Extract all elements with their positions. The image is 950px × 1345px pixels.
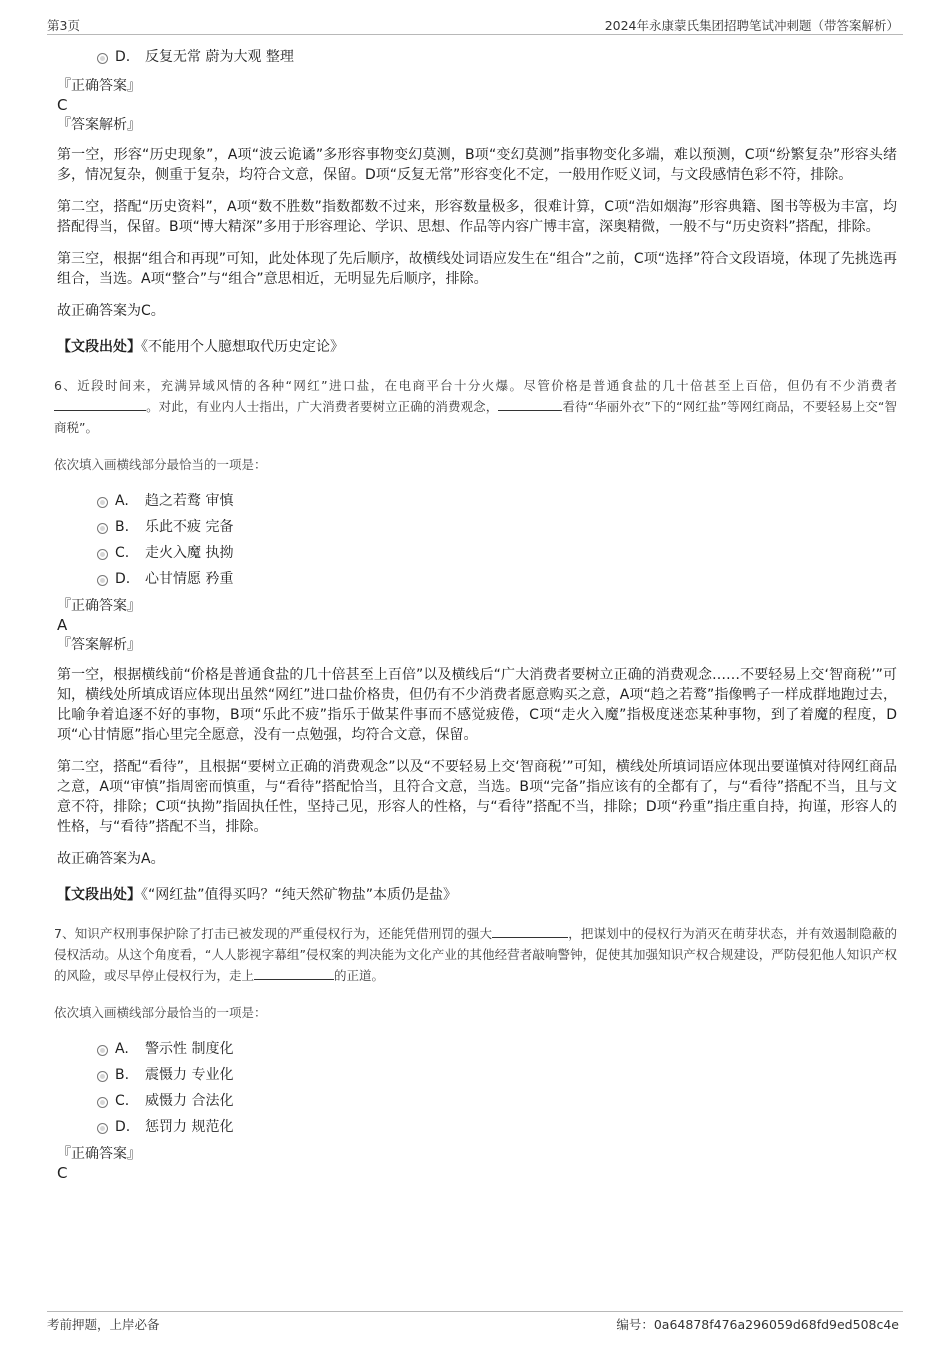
q7-option-a[interactable]: A. 警示性 制度化 [97,1036,897,1062]
q7-option-b[interactable]: B. 震慑力 专业化 [97,1062,897,1088]
source-citation: 【文段出处】《不能用个人臆想取代历史定论》 [57,339,344,355]
question-prompt: 依次填入画横线部分最恰当的一项是： [54,1005,267,1020]
source-citation: 【文段出处】《“网红盐”值得买吗？“纯天然矿物盐”本质仍是盐》 [57,887,458,903]
answer-label: 『正确答案』 [57,1146,141,1162]
page-footer [47,1311,903,1334]
answer-label: 『正确答案』 [57,598,141,614]
analysis-label: 『答案解析』 [57,637,141,653]
document-id: 编号：0a64878f476a296059d68fd9ed508c4e [616,1317,899,1332]
q7-option-c[interactable]: C. 威慑力 合法化 [97,1088,897,1114]
q6-option-c[interactable]: C. 走火入魔 执拗 [97,540,897,566]
radio-icon[interactable] [97,1045,108,1056]
blank-line [498,396,562,411]
analysis-paragraph: 第三空，根据“组合和再现”可知，此处体现了先后顺序，故横线处词语应发生在“组合”之前，C项“选择”符合文段语境，体现了先挑选再组合，当选。A项“整合”与“组合”意思相近，无明显先后顺序，排除。 [57,251,897,287]
page-header [47,14,903,35]
q7-option-d[interactable]: D. 惩罚力 规范化 [97,1114,897,1140]
correct-answer: A [57,616,68,634]
answer-label: 『正确答案』 [57,78,141,94]
question-prompt: 依次填入画横线部分最恰当的一项是： [54,457,267,472]
correct-answer: C [57,96,68,114]
radio-icon[interactable] [97,1123,108,1134]
radio-icon[interactable] [97,1097,108,1108]
q5-option-d[interactable]: D. 反复无常 蔚为大观 整理 [97,44,897,70]
analysis-paragraph: 第一空，根据横线前“价格是普通食盐的几十倍甚至上百倍”以及横线后“广大消费者要树立正确的消费观念……不要轻易上交‘智商税’”可知，横线处所填成语应体现出虽然“网红”进口盐价格贵，但仍有不少消费者愿意购买之意，A项“趋之若鹜”指像鸭子一样成群地跑过去，比喻争着追逐不好的事物，B项“乐此不疲”指乐于做某件事而不感觉疲倦，C项“走火入魔”指极度迷恋某种事物，到了着魔的程度，D项“心甘情愿”指心里完全愿意，没有一点勉强，均符合文意，保留。 [57,667,897,743]
analysis-paragraph: 第二空，搭配“历史资料”，A项“数不胜数”指数都数不过来，形容数量极多，很难计算，C项“浩如烟海”形容典籍、图书等极为丰富，均搭配得当，保留。B项“博大精深”多用于形容理论、学识、思想、作品等内容广博丰富，深奥精微，一般不与“历史资料”搭配，排除。 [57,199,897,235]
correct-answer: C [57,1164,68,1182]
blank-line [54,396,146,411]
q6-option-a[interactable]: A. 趋之若鹜 审慎 [97,488,897,514]
analysis-label: 『答案解析』 [57,117,141,133]
radio-icon[interactable] [97,53,108,64]
radio-icon[interactable] [97,549,108,560]
analysis-paragraph: 第二空，搭配“看待”，且根据“要树立正确的消费观念”以及“不要轻易上交‘智商税’”可知，横线处所填词语应体现出要谨慎对待网红商品之意，A项“审慎”指周密而慎重，与“看待”搭配恰当，且符合文意，当选。B项“完备”指应该有的全都有了，与“看待”搭配不当，且与文意不符，排除；C项“执拗”指固执任性，坚持己见，形容人的性格，与“看待”搭配不当，排除；D项“矜重”指庄重自持，拘谨，形容人的性格，与“看待”搭配不当，排除。 [57,759,897,835]
question-stem: 6、近段时间来，充满异域风情的各种“网红”进口盐，在电商平台十分火爆。尽管价格是普通食盐的几十倍甚至上百倍，但仍有不少消费者。对此，有业内人士指出，广大消费者要树立正确的消费观念， 看待“华丽外衣”下的“网红盐”等网红商品，不要轻易上交“智商税”。 [54,378,897,435]
analysis-paragraph: 第一空，形容“历史现象”，A项“波云诡谲”多形容事物变幻莫测，B项“变幻莫测”指事物变化多端，难以预测，C项“纷繁复杂”形容头绪多，情况复杂，侧重于复杂，均符合文意，保留。D项“反复无常”形容变化不定，一般用作贬义词，与文段感情色彩不符，排除。 [57,147,897,183]
blank-line [492,923,568,938]
footer-slogan: 考前押题，上岸必备 [47,1317,160,1332]
document-title: 2024年永康蒙氏集团招聘笔试冲刺题（带答案解析） [604,18,899,33]
document-body [54,40,897,1183]
blank-line [254,965,334,980]
radio-icon[interactable] [97,497,108,508]
radio-icon[interactable] [97,523,108,534]
radio-icon[interactable] [97,575,108,586]
q6-option-b[interactable]: B. 乐此不疲 完备 [97,514,897,540]
analysis-conclusion: 故正确答案为A。 [57,851,165,867]
page-number: 第3页 [47,18,80,33]
q6-option-d[interactable]: D. 心甘情愿 矜重 [97,566,897,592]
radio-icon[interactable] [97,1071,108,1082]
analysis-conclusion: 故正确答案为C。 [57,303,165,319]
question-stem: 7、知识产权刑事保护除了打击已被发现的严重侵权行为，还能凭借刑罚的强大 ，把谋划中的侵权行为消灭在萌芽状态，并有效遏制隐蔽的侵权活动。从这个角度看，“人人影视字幕组”侵权案的判决能为文化产业的其他经营者敲响警钟，促使其加强知识产权合规建设，严防侵犯他人知识产权的风险，或尽早停止侵权行为，走上 的正道。 [54,923,897,986]
